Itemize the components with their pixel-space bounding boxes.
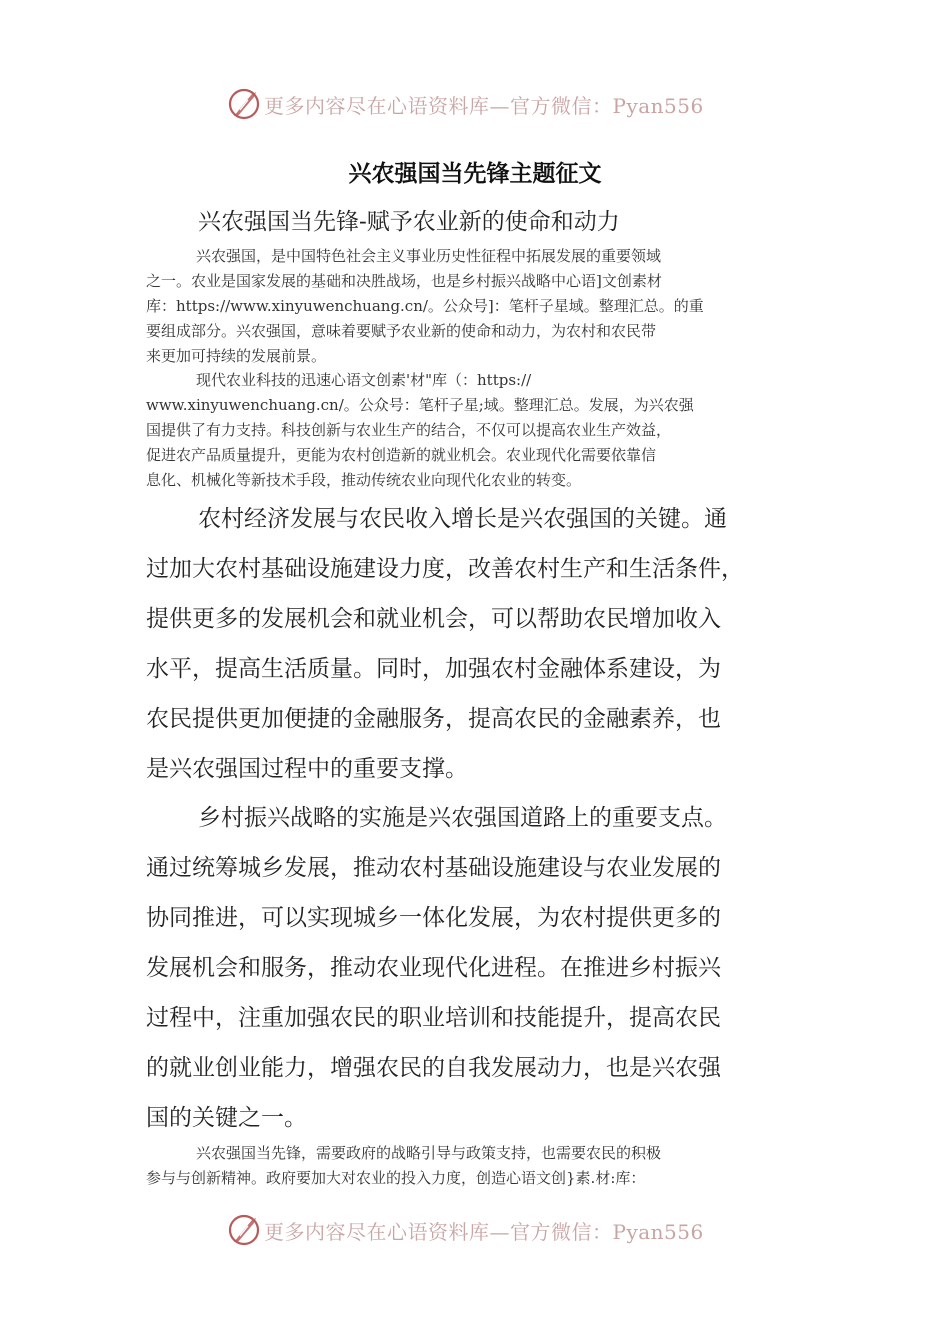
- text-line: 国提供了有力支持。科技创新与农业生产的结合，不仅可以提高农业生产效益，: [146, 421, 672, 439]
- paragraph-technology: [146, 368, 806, 493]
- paragraph-government: [146, 1141, 806, 1191]
- document-title: 兴农强国当先锋主题征文: [348, 161, 602, 187]
- text-line: 促进农产品质量提升，更能为农村创造新的就业机会。农业现代化需要依靠信: [146, 446, 657, 464]
- text-line: 发展机会和服务，推动农业现代化进程。在推进乡村振兴: [146, 955, 721, 981]
- text-line: 兴农强国，是中国特色社会主义事业历史性征程中拓展发展的重要领域: [196, 247, 662, 265]
- paragraph-rural-revitalization: [146, 793, 806, 1143]
- text-line: 过加大农村基础设施建设力度，改善农村生产和生活条件，: [146, 556, 744, 582]
- header-banner: [0, 80, 950, 128]
- document-subtitle: 兴农强国当先锋-赋予农业新的使命和动力: [198, 209, 620, 235]
- text-line: 国的关键之一。: [146, 1105, 307, 1131]
- text-line: www.xinyuwenchuang.cn/。公众号：笔杆子星;域。整理汇总。发展，为兴农强: [146, 396, 694, 414]
- text-line: 乡村振兴战略的实施是兴农强国道路上的重要支点。: [198, 805, 727, 831]
- text-line: 提供更多的发展机会和就业机会，可以帮助农民增加收入: [146, 606, 721, 632]
- banner-text: 更多内容尽在心语资料库—官方微信：Pyan556: [264, 93, 704, 118]
- text-line: 的就业创业能力，增强农民的自我发展动力，也是兴农强: [146, 1055, 721, 1081]
- paragraph-intro: [146, 244, 806, 369]
- text-line: 过程中，注重加强农民的职业培训和技能提升，提高农民: [146, 1005, 721, 1031]
- text-line: 参与与创新精神。政府要加大对农业的投入力度，创造心语文创}素.材:库：: [146, 1169, 646, 1187]
- text-line: 库：https://www.xinyuwenchuang.cn/。公众号]：笔杆子星域。整理汇总。的重: [146, 297, 704, 315]
- text-line: 水平，提高生活质量。同时，加强农村金融体系建设，为: [146, 656, 721, 682]
- text-line: 要组成部分。兴农强国，意味着要赋予农业新的使命和动力，为农村和农民带: [146, 322, 657, 340]
- text-line: 来更加可持续的发展前景。: [146, 347, 327, 365]
- text-line: 是兴农强国过程中的重要支撑。: [146, 756, 468, 782]
- paragraph-rural-economy: [146, 494, 806, 794]
- text-line: 协同推进，可以实现城乡一体化发展，为农村提供更多的: [146, 905, 721, 931]
- text-line: 农村经济发展与农民收入增长是兴农强国的关键。通: [198, 506, 727, 532]
- text-line: 之一。农业是国家发展的基础和决胜战场，也是乡村振兴战略中心语]文创素材: [146, 272, 662, 290]
- text-line: 通过统筹城乡发展，推动农村基础设施建设与农业发展的: [146, 855, 721, 881]
- text-line: 息化、机械化等新技术手段，推动传统农业向现代化农业的转变。: [146, 471, 582, 489]
- banner-text: 更多内容尽在心语资料库—官方微信：Pyan556: [264, 1219, 704, 1244]
- footer-banner: [0, 1206, 950, 1254]
- quill-logo-icon: [226, 1212, 262, 1248]
- text-line: 现代农业科技的迅速心语文创素'材"库（：https://: [196, 371, 532, 389]
- quill-logo-icon: [226, 86, 262, 122]
- text-line: 兴农强国当先锋，需要政府的战略引导与政策支持，也需要农民的积极: [196, 1144, 662, 1162]
- text-line: 农民提供更加便捷的金融服务，提高农民的金融素养，也: [146, 706, 721, 732]
